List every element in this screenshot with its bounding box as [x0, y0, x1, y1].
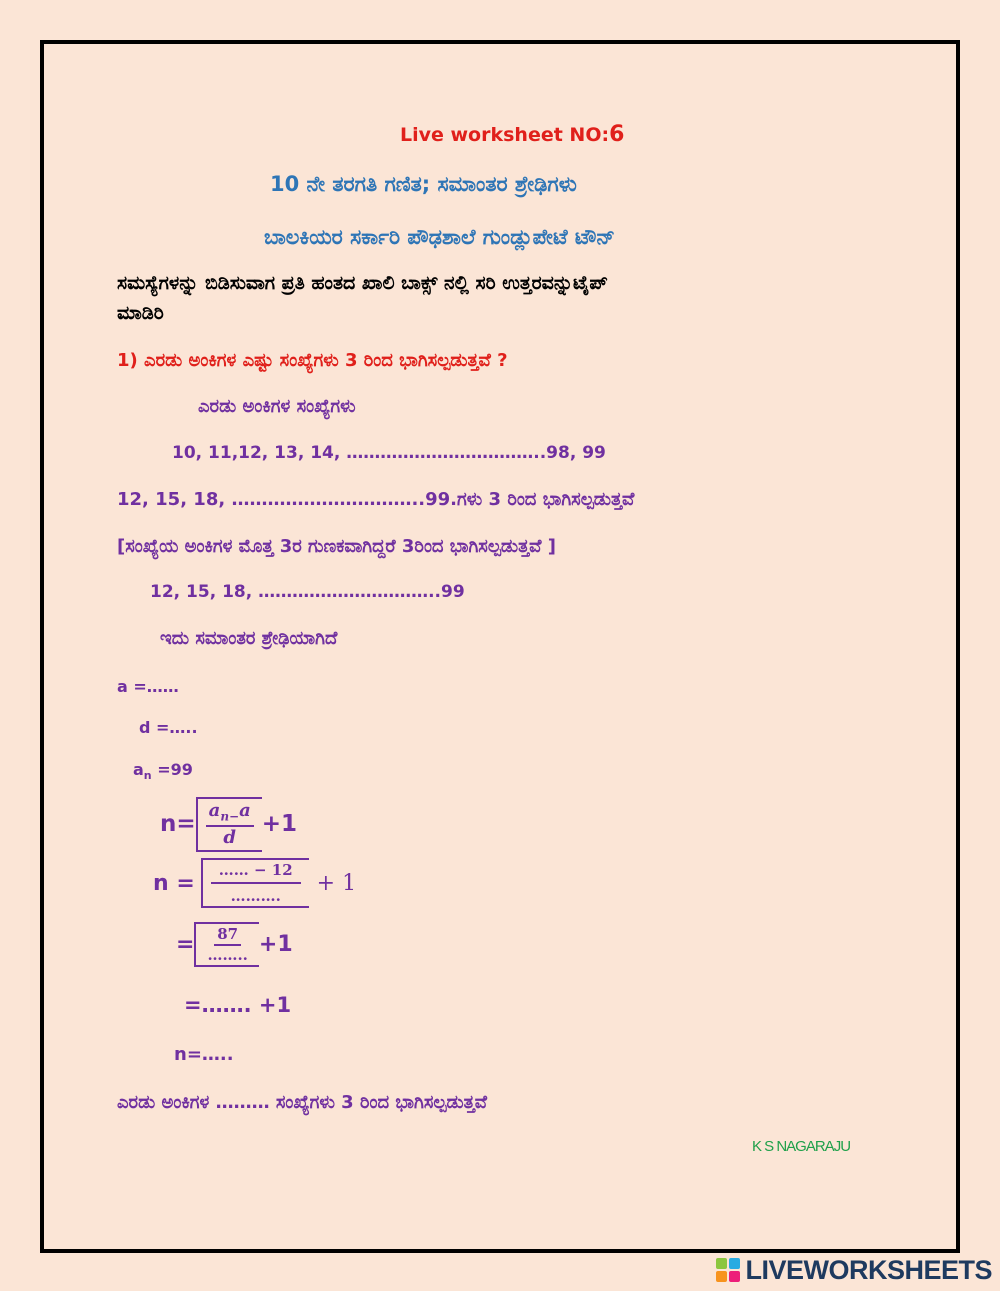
formula-rhs: +1 [261, 811, 298, 838]
formula-step-1 [153, 858, 356, 908]
step2-bracket [194, 922, 258, 967]
logo-text: LIVEWORKSHEETS [745, 1254, 992, 1285]
question-1: 1) ಎರಡು ಅಂಕಿಗಳ ಎಷ್ಟು ಸಂಖ್ಯೆಗಳು 3 ರಿಂದ ಭಾಗಿಸಲ್ಪಡುತ್ತವೆ ? [117, 350, 508, 371]
last-term-an [133, 760, 193, 782]
formula-step-3: =……. +1 [184, 993, 292, 1017]
formula-fraction [206, 801, 254, 848]
sequence-divisible-by-3: 12, 15, 18, …………………………..99.ಗಳು 3 ರಿಂದ ಭಾಗಿಸಲ್ಪಡುತ್ತವೆ [117, 489, 635, 510]
logo-square-green [716, 1258, 727, 1269]
logo-square-blue [729, 1258, 740, 1269]
step2-rhs: +1 [258, 932, 293, 957]
an-base: a [133, 760, 144, 779]
step2-numerator: 87 [214, 926, 241, 946]
conclusion: ಎರಡು ಅಂಕಿಗಳ ……… ಸಂಖ್ಯೆಗಳು 3 ರಿಂದ ಭಾಗಿಸಲ್ಪಡುತ್ತವೆ [117, 1092, 487, 1113]
formula-lhs: n= [160, 811, 196, 838]
formula-denominator: d [223, 826, 237, 848]
formula-step-2 [176, 922, 293, 967]
author-name: K S NAGARAJU [752, 1138, 851, 1155]
step2-lhs: = [176, 932, 195, 957]
step1-lhs: n = [153, 870, 195, 896]
formula-num-a: a [208, 800, 221, 821]
an-value: =99 [151, 760, 193, 779]
first-term-a: a =…… [117, 677, 179, 696]
worksheet-number-value: 6 [609, 122, 625, 147]
formula-numerator [206, 801, 254, 827]
step1-rhs: + 1 [316, 870, 357, 896]
formula-num-sub: n− [220, 809, 240, 824]
subject-title: 10 ನೇ ತರಗತಿ ಗಣಿತ; ಸಮಾಂತರ ಶ್ರೇಢಿಗಳು [270, 172, 577, 196]
step2-denominator: …….. [207, 945, 248, 964]
logo-squares-icon [716, 1258, 740, 1282]
step1-fraction [211, 862, 301, 904]
worksheet-number [400, 122, 624, 147]
step1-numerator: …… − 12 [211, 862, 301, 884]
step1-denominator: ………. [230, 886, 281, 905]
two-digit-numbers-heading: ಎರಡು ಅಂಕಿಗಳ ಸಂಖ್ಯೆಗಳು [198, 396, 356, 417]
worksheet-number-label: Live worksheet NO: [400, 124, 610, 146]
logo-square-pink [729, 1271, 740, 1282]
step2-fraction [204, 926, 250, 963]
an-subscript: n [143, 769, 152, 783]
logo-square-orange [716, 1271, 727, 1282]
formula-step-4: n=….. [174, 1044, 234, 1065]
nth-term-formula [160, 797, 297, 852]
common-difference-d: d =….. [139, 718, 198, 737]
step1-bracket [201, 858, 309, 908]
school-name: ಬಾಲಕಿಯರ ಸರ್ಕಾರಿ ಪೌಢಶಾಲೆ ಗುಂಡ್ಲುಪೇಟೆ ಟೌನ್ [264, 225, 615, 249]
formula-bracket [196, 797, 262, 852]
is-ap-statement: ಇದು ಸಮಾಂತರ ಶ್ರೇಢಿಯಾಗಿದೆ [160, 628, 338, 649]
instruction-line-2: ಮಾಡಿರಿ [117, 302, 164, 324]
divisibility-rule-note: [ಸಂಖ್ಯೆಯ ಅಂಕಿಗಳ ಮೊತ್ತ 3ರ ಗುಣಕವಾಗಿದ್ದರೆ 3ರಿಂದ ಭಾಗಿಸಲ್ಪಡುತ್ತವೆ ] [117, 536, 556, 557]
arithmetic-progression-sequence: 12, 15, 18, …………………………..99 [150, 582, 465, 602]
sequence-all-two-digit: 10, 11,12, 13, 14, ……………………………..98, 99 [172, 443, 606, 463]
instruction-line-1: ಸಮಸ್ಯೆಗಳನ್ನು ಬಿಡಿಸುವಾಗ ಪ್ರತಿ ಹಂತದ ಖಾಲಿ ಬಾಕ್ಸ್ ನಲ್ಲಿ ಸರಿ ಉತ್ತರವನ್ನುಟೈಪ್ [117, 272, 608, 294]
liveworksheets-logo[interactable] [716, 1253, 992, 1287]
formula-num-end: a [239, 800, 251, 821]
